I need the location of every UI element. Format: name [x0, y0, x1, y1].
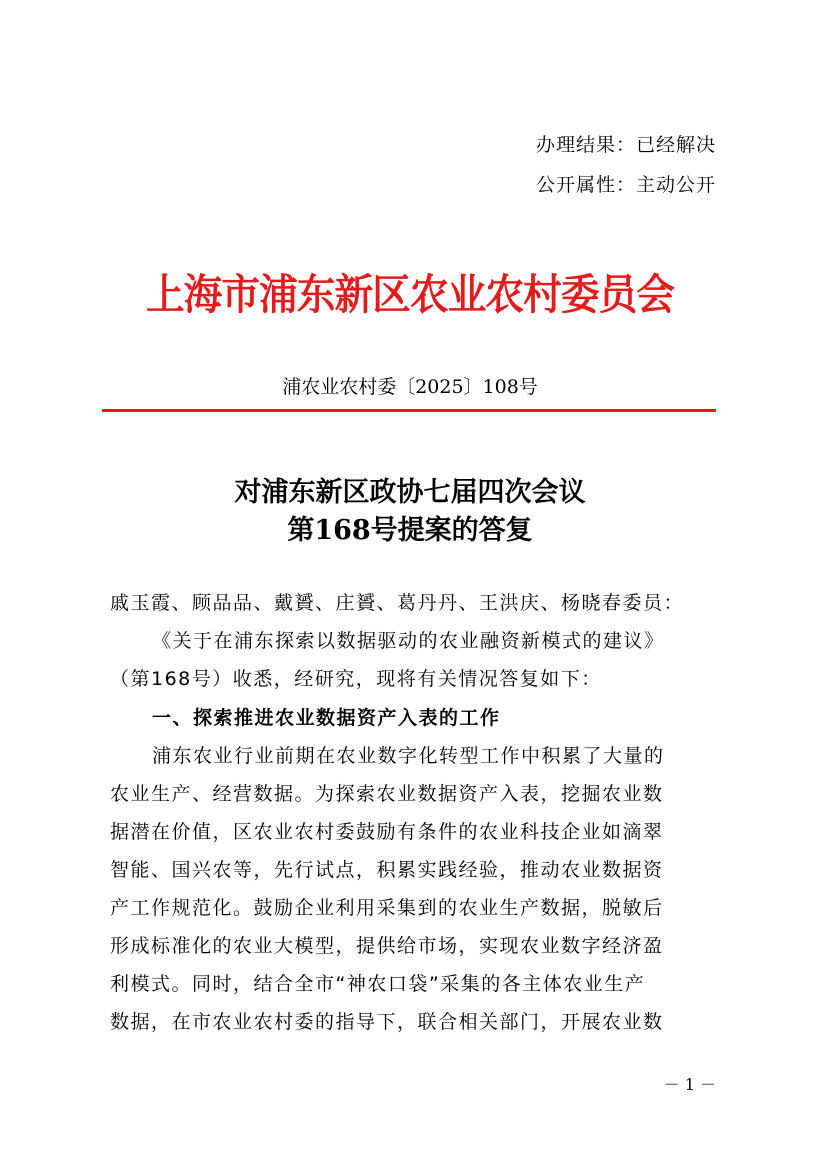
page-number: － 1 － [663, 1075, 716, 1094]
paragraph-line: 智能、国兴农等，先行试点，积累实践经验，推动农业数据资 [110, 859, 664, 881]
paragraph-line: 利模式。同时，结合全市“神农口袋”采集的各主体农业生产 [110, 973, 646, 995]
intro-line-2: （第168号）收悉，经研究，现将有关情况答复如下： [110, 668, 602, 690]
red-divider-line [102, 409, 716, 412]
document-number: 浦农业农村委〔2025〕108号 [282, 376, 538, 398]
handling-result: 办理结果：已经解决 [535, 134, 716, 156]
paragraph-line: 浦东农业行业前期在农业数字化转型工作中积累了大量的 [152, 745, 665, 767]
paragraph-line: 数据，在市农业农村委的指导下，联合相关部门，开展农业数 [110, 1011, 664, 1033]
paragraph-line: 产工作规范化。鼓励企业利用采集到的农业生产数据，脱敏后 [110, 897, 664, 919]
paragraph-line: 据潜在价值，区农业农村委鼓励有条件的农业科技企业如滴翠 [110, 821, 664, 843]
section-heading: 一、探索推进农业数据资产入表的工作 [152, 707, 501, 729]
letterhead-title: 上海市浦东新区农业农村委员会 [145, 270, 675, 319]
salutation: 戚玉霞、顾品品、戴贇、庄贇、葛丹丹、王洪庆、杨晓春委员： [110, 592, 685, 614]
paragraph-line: 形成标准化的农业大模型，提供给市场，实现农业数字经济盈 [110, 935, 664, 957]
publicity-attribute: 公开属性：主动公开 [535, 174, 716, 196]
paragraph-line: 农业生产、经营数据。为探索农业数据资产入表，挖掘农业数 [110, 783, 664, 805]
intro-line-1: 《关于在浦东探索以数据驱动的农业融资新模式的建议》 [152, 630, 665, 652]
reply-title-line-1: 对浦东新区政协七届四次会议 [234, 477, 586, 508]
reply-title-line-2: 第168号提案的答复 [287, 515, 533, 546]
